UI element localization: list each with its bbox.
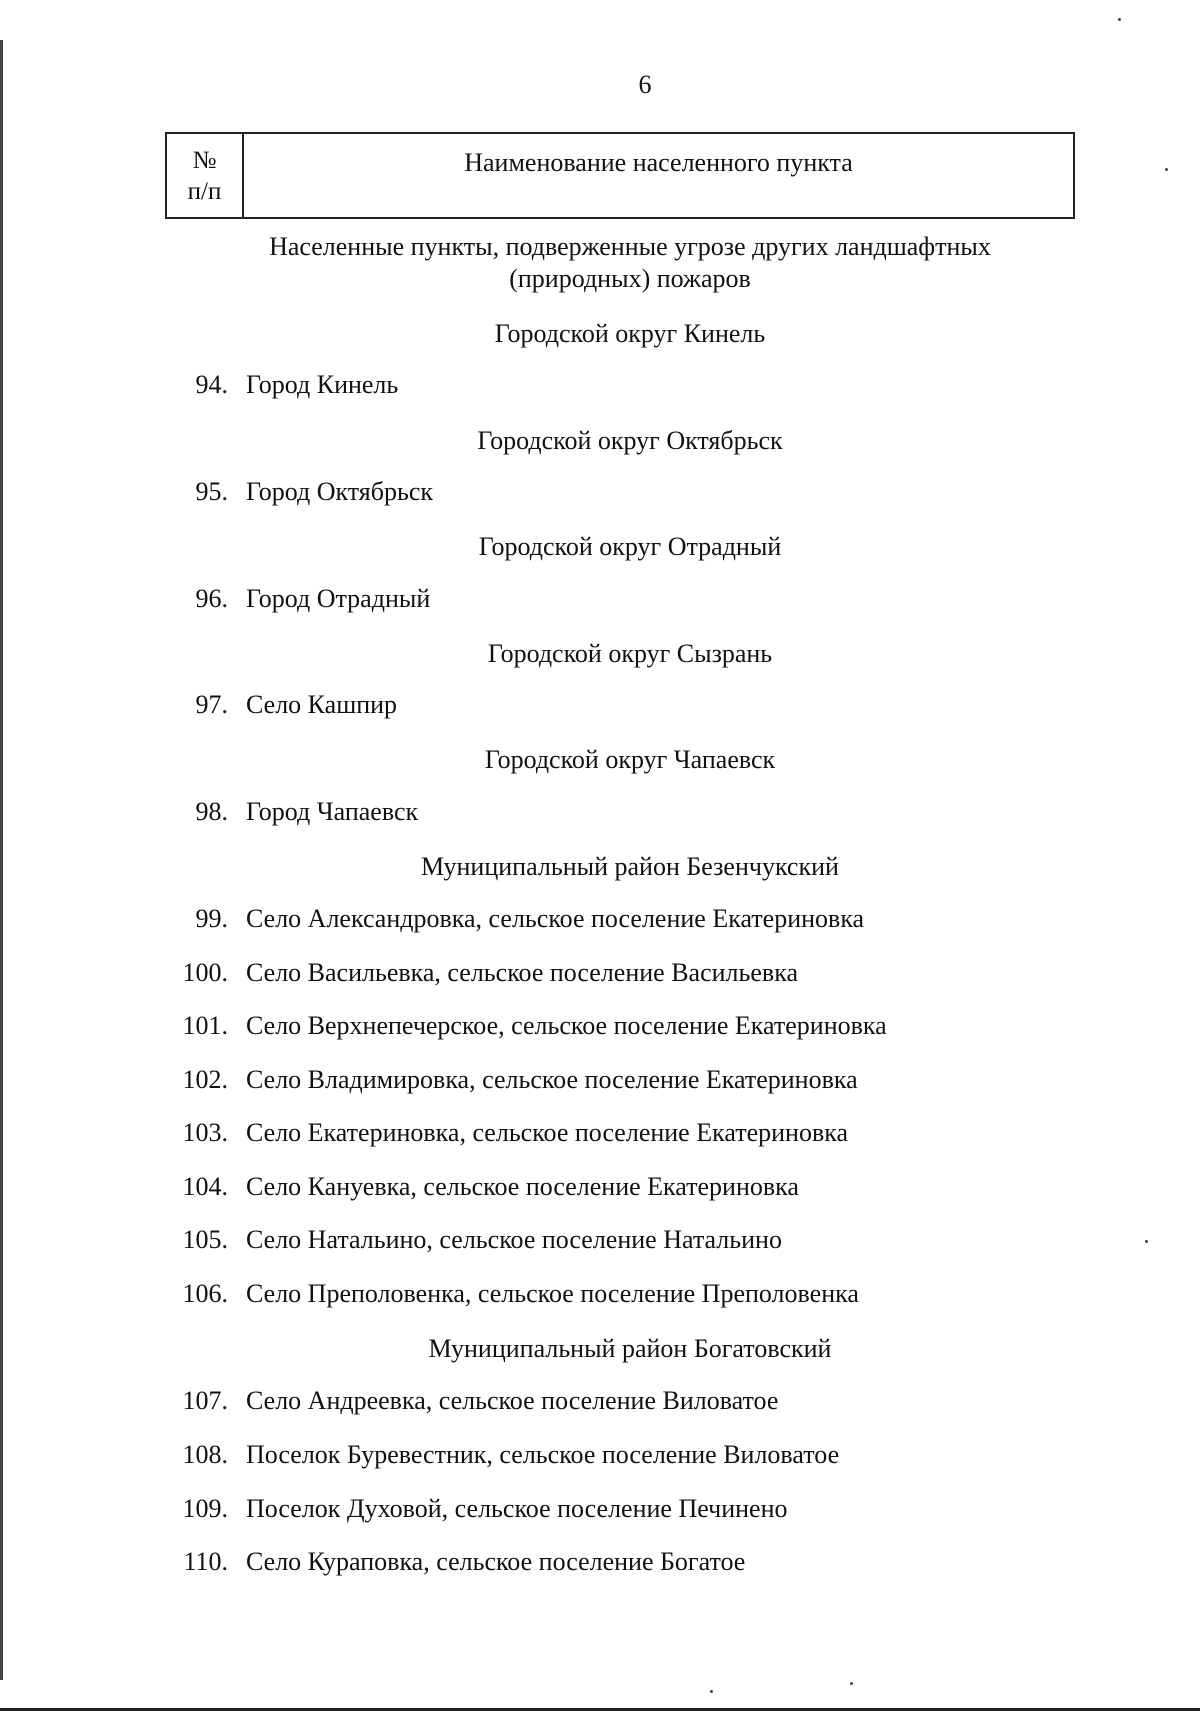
item-number: 107. — [182, 1386, 228, 1415]
item-name: Село Верхнепечерское, сельское поселение Екатериновка — [246, 1011, 887, 1040]
list-item — [160, 690, 1060, 720]
list-item — [160, 1547, 1060, 1577]
group-title: Городской округ Кинель — [494, 319, 766, 348]
item-name: Село Владимировка, сельское поселение Екатериновка — [246, 1065, 858, 1094]
scan-speck — [710, 1690, 713, 1693]
item-name: Село Андреевка, сельское поселение Виловатое — [246, 1386, 779, 1415]
item-name: Село Кураповка, сельское поселение Богатое — [246, 1547, 746, 1576]
section-title-line-2: (природных) пожаров — [509, 264, 751, 293]
item-name: Город Чапаевск — [246, 797, 419, 826]
list-item — [160, 584, 1060, 614]
item-number: 95. — [195, 477, 228, 506]
item-number: 98. — [195, 797, 228, 826]
scan-speck — [1145, 1240, 1148, 1243]
item-number: 100. — [182, 958, 228, 987]
item-number: 102. — [182, 1065, 228, 1094]
list-item — [160, 1011, 1060, 1041]
item-number: 109. — [182, 1494, 228, 1523]
list-item — [160, 1118, 1060, 1148]
item-number: 108. — [182, 1440, 228, 1469]
item-number: 99. — [195, 904, 228, 933]
group-title: Муниципальный район Безенчукский — [421, 852, 839, 881]
list-item — [160, 1172, 1060, 1202]
item-number: 105. — [182, 1225, 228, 1254]
item-name: Село Екатериновка, сельское поселение Екатериновка — [246, 1118, 848, 1147]
item-number: 94. — [195, 370, 228, 399]
item-name: Село Кануевка, сельское поселение Екатериновка — [246, 1172, 799, 1201]
item-name: Село Васильевка, сельское поселение Васильевка — [246, 958, 798, 987]
header-number-symbol: № — [192, 147, 217, 174]
item-name: Село Кашпир — [246, 690, 398, 719]
group-title: Городской округ Сызрань — [487, 639, 773, 668]
scan-speck — [850, 1682, 853, 1685]
scan-speck — [1118, 18, 1121, 21]
item-name: Поселок Буревестник, сельское поселение Виловатое — [246, 1440, 840, 1469]
item-number: 104. — [182, 1172, 228, 1201]
list-item — [160, 958, 1060, 988]
item-number: 106. — [182, 1279, 228, 1308]
item-name: Город Кинель — [246, 370, 399, 399]
section-title — [195, 231, 1065, 295]
list-item — [160, 1225, 1060, 1255]
list-item — [160, 797, 1060, 827]
list-item — [160, 1279, 1060, 1309]
item-name: Город Октябрьск — [246, 477, 434, 506]
list-item — [160, 370, 1060, 400]
list-item — [160, 904, 1060, 934]
list-item — [160, 1440, 1060, 1470]
group-title: Муниципальный район Богатовский — [428, 1334, 832, 1363]
page-number: 6 — [638, 70, 652, 99]
item-number: 110. — [183, 1547, 228, 1576]
list-item — [160, 1494, 1060, 1524]
group-title: Городской округ Чапаевск — [484, 745, 776, 774]
item-name: Поселок Духовой, сельское поселение Печинено — [246, 1494, 788, 1523]
header-number-column — [167, 134, 244, 217]
item-number: 96. — [195, 584, 228, 613]
group-title: Городской округ Октябрьск — [477, 426, 783, 455]
item-name: Село Преполовенка, сельское поселение Преполовенка — [246, 1279, 859, 1308]
item-number: 101. — [182, 1011, 228, 1040]
header-name-column: Наименование населенного пункта — [464, 148, 853, 177]
table-header — [165, 132, 1075, 219]
item-name: Село Александровка, сельское поселение Екатериновка — [246, 904, 865, 933]
scan-left-edge — [0, 40, 3, 1680]
list-item — [160, 1065, 1060, 1095]
list-item — [160, 1386, 1060, 1416]
item-name: Город Отрадный — [246, 584, 431, 613]
item-number: 97. — [195, 690, 228, 719]
item-number: 103. — [182, 1118, 228, 1147]
list-item — [160, 477, 1060, 507]
section-title-line-1: Населенные пункты, подверженные угрозе других ландшафтных — [269, 232, 991, 261]
scan-speck — [1165, 168, 1168, 171]
item-name: Село Натальино, сельское поселение Натальино — [246, 1225, 782, 1254]
group-title: Городской округ Отрадный — [478, 532, 782, 561]
header-number-abbr: п/п — [187, 178, 222, 205]
